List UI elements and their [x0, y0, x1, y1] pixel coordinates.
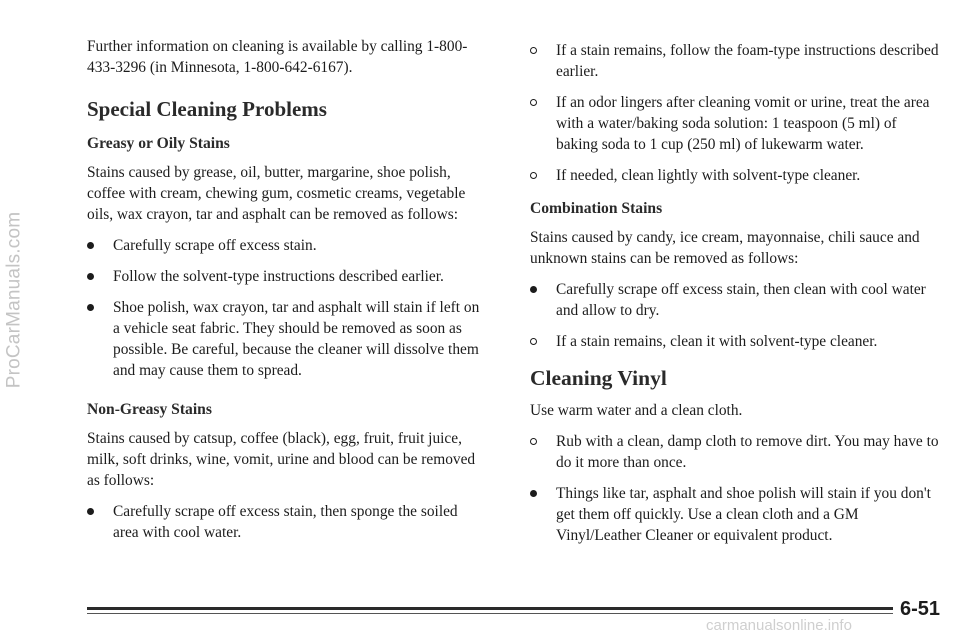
non-greasy-stains-intro: Stains caused by catsup, coffee (black), egg, fruit, fruit juice, milk, soft drinks, wine, vomit, urine and blood can be removed as follows:: [87, 430, 476, 489]
greasy-stains-list: [87, 235, 487, 381]
bullet-icon: [530, 438, 537, 445]
cleaning-vinyl-list: [530, 431, 942, 546]
list-item: Rub with a clean, damp cloth to remove dirt. You may have to do it more than once.: [530, 431, 942, 473]
combination-stains-intro: Stains caused by candy, ice cream, mayonnaise, chili sauce and unknown stains can be removed as follows:: [530, 229, 920, 267]
cleaning-vinyl-intro: Use warm water and a clean cloth.: [530, 402, 743, 419]
list-item: Carefully scrape off excess stain, then clean with cool water and allow to dry.: [530, 279, 942, 321]
cleaning-vinyl-heading: Cleaning Vinyl: [530, 366, 667, 390]
greasy-stains-heading: Greasy or Oily Stains: [87, 135, 230, 152]
intro-paragraph: Further information on cleaning is available by calling 1-800-433-3296 (in Minnesota, 1-800-642-6167).: [87, 38, 468, 76]
list-item: If a stain remains, follow the foam-type instructions described earlier.: [530, 40, 942, 82]
left-column: [87, 36, 487, 543]
list-item: If a stain remains, clean it with solvent-type cleaner.: [530, 331, 942, 352]
top-stain-list: [530, 40, 942, 186]
non-greasy-stains-list: [87, 501, 487, 543]
combination-stains-list: [530, 279, 942, 352]
bullet-icon: [530, 99, 537, 106]
bullet-icon: [530, 490, 537, 497]
watermark: [2, 40, 26, 560]
greasy-stains-intro: Stains caused by grease, oil, butter, margarine, shoe polish, coffee with cream, chewing gum, cosmetic creams, vegetable oils, wax crayon, tar and asphalt can be removed as follows:: [87, 164, 466, 223]
bullet-icon: [530, 172, 537, 179]
bullet-icon: [87, 304, 94, 311]
bullet-icon: [530, 47, 537, 54]
list-item: If an odor lingers after cleaning vomit or urine, treat the area with a water/baking soda solution: 1 teaspoon (5 ml) of baking soda to 1 cup (250 ml) of lukewarm water.: [530, 92, 942, 155]
list-item: Follow the solvent-type instructions described earlier.: [87, 266, 487, 287]
special-cleaning-heading: Special Cleaning Problems: [87, 97, 327, 121]
footer-site-watermark: carmanualsonline.info: [706, 617, 852, 634]
watermark-text: ProCarManuals.com: [3, 211, 25, 389]
bullet-icon: [530, 286, 537, 293]
footer-rule: [87, 607, 893, 610]
list-item: Carefully scrape off excess stain, then sponge the soiled area with cool water.: [87, 501, 487, 543]
right-column: [530, 36, 942, 546]
list-item: Carefully scrape off excess stain.: [87, 235, 487, 256]
list-item: Shoe polish, wax crayon, tar and asphalt will stain if left on a vehicle seat fabric. They should be removed as soon as possible. Be careful, because the cleaner will dissolve them and may cause them to spread.: [87, 297, 487, 381]
non-greasy-stains-heading: Non-Greasy Stains: [87, 401, 212, 418]
bullet-icon: [87, 508, 94, 515]
combination-stains-heading: Combination Stains: [530, 200, 663, 217]
list-item: Things like tar, asphalt and shoe polish will stain if you don't get them off quickly. Use a clean cloth and a GM Vinyl/Leather Cleaner or equivalent product.: [530, 483, 942, 546]
footer-rule-thin: [87, 613, 893, 614]
page-number: 6-51: [899, 598, 940, 620]
bullet-icon: [87, 273, 94, 280]
list-item: If needed, clean lightly with solvent-type cleaner.: [530, 165, 942, 186]
bullet-icon: [530, 338, 537, 345]
bullet-icon: [87, 242, 94, 249]
